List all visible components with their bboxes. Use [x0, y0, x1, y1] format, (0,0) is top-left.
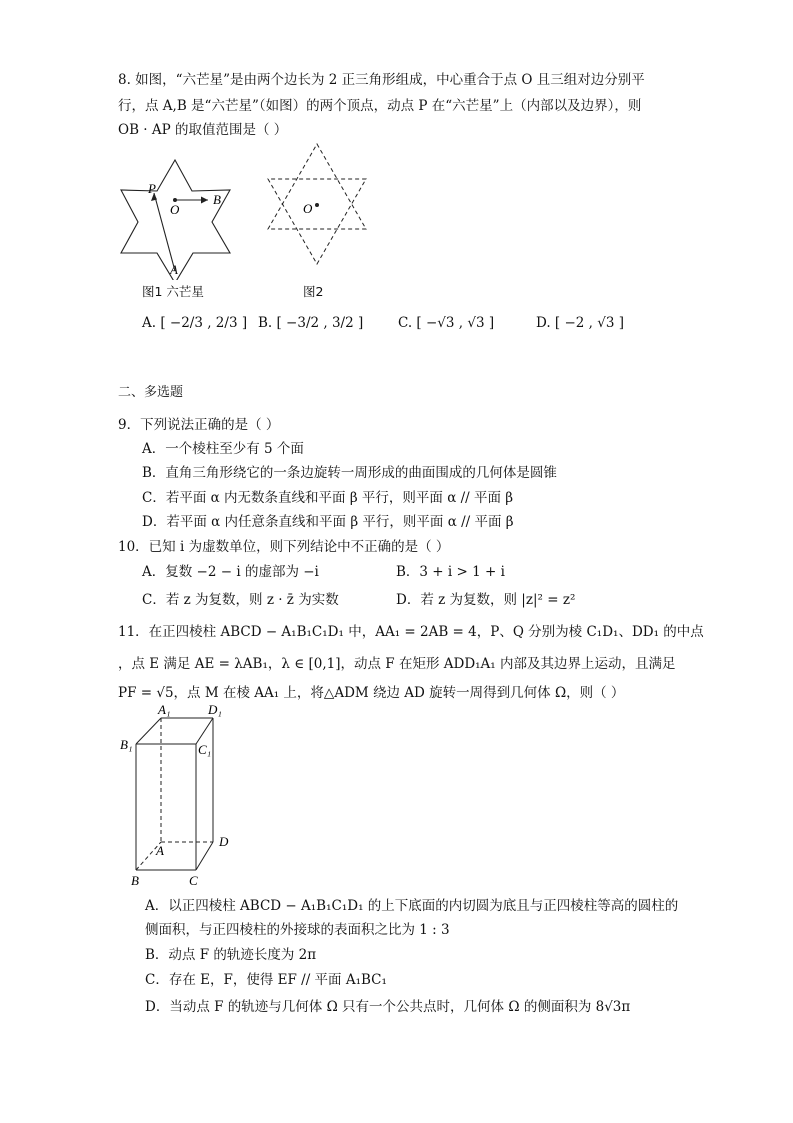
label-a: A	[156, 843, 164, 858]
label-b1: B₁	[120, 737, 133, 752]
label-d: D	[219, 834, 229, 849]
q8-figure1-caption: 图1 六芒星	[142, 284, 204, 299]
q11-option-c: C．存在 E，F，使得 EF // 平面 A₁BC₁	[145, 972, 387, 988]
q8-option-a: A. [ −2/3 , 2/3 ]	[142, 315, 248, 331]
q11-option-b: B．动点 F 的轨迹长度为 2π	[145, 947, 317, 963]
q8-figure1-hexagram	[112, 155, 247, 280]
q9-option-d: D．若平面 α 内任意条直线和平面 β 平行，则平面 α // 平面 β	[142, 514, 514, 530]
label-p: P	[148, 181, 156, 196]
q9-option-b: B．直角三角形绕它的一条边旋转一周形成的曲面围成的几何体是圆锥	[142, 465, 557, 481]
q10-option-c: C．若 z 为复数，则 z · z̄ 为实数	[142, 592, 339, 608]
q8-stem-line1: 8. 如图，“六芒星”是由两个边长为 2 正三角形组成，中心重合于点 O 且三组对边分别平	[118, 72, 645, 88]
label-c: C	[189, 873, 198, 888]
label-a1: A₁	[158, 702, 171, 717]
q10-option-d: D．若 z 为复数，则 |z|² = z²	[396, 592, 576, 608]
q8-figure2-dashed-hexagram	[260, 142, 380, 270]
label-d1: D₁	[208, 702, 222, 717]
label-a: A	[170, 262, 178, 277]
q8-option-d: D. [ −2 , √3 ]	[536, 315, 625, 331]
q11-prism-figure	[116, 700, 246, 890]
label-c1: C₁	[198, 742, 212, 757]
section-title: 二、多选题	[118, 385, 184, 400]
q8-option-b: B. [ −3/2 , 3/2 ]	[258, 315, 364, 331]
q9-option-c: C．若平面 α 内无数条直线和平面 β 平行，则平面 α // 平面 β	[142, 490, 514, 506]
q8-stem-line3: OB · AP 的取值范围是（ ）	[118, 122, 288, 138]
label-b: B	[131, 873, 139, 888]
point-o-dot	[315, 203, 319, 207]
q11-option-a-line2: 侧面积，与正四棱柱的外接球的表面积之比为 1 : 3	[145, 922, 450, 938]
label-b: B	[213, 192, 221, 207]
label-o: O	[170, 202, 180, 217]
q11-stem-line1: 11．在正四棱柱 ABCD − A₁B₁C₁D₁ 中，AA₁ = 2AB = 4，P、Q 分别为棱 C₁D₁、DD₁ 的中点	[118, 624, 704, 640]
q11-stem-line2: ，点 E 满足 AE = λAB₁，λ ∈ [0,1]，动点 F 在矩形 ADD₁A₁ 内部及其边界上运动，且满足	[118, 656, 676, 672]
q9-stem: 9．下列说法正确的是（ ）	[118, 417, 280, 433]
q11-option-d: D．当动点 F 的轨迹与几何体 Ω 只有一个公共点时，几何体 Ω 的侧面积为 8√3π	[145, 999, 631, 1015]
q10-option-a: A．复数 −2 − i 的虚部为 −i	[142, 564, 319, 580]
q10-option-b: B．3 + i > 1 + i	[396, 564, 505, 580]
q11-stem-line3: PF = √5，点 M 在棱 AA₁ 上，将△ADM 绕边 AD 旋转一周得到几何体 Ω，则（ ）	[118, 685, 625, 701]
q11-option-a-line1: A．以正四棱柱 ABCD − A₁B₁C₁D₁ 的上下底面的内切圆为底且与正四棱柱等高的圆柱的	[145, 898, 679, 914]
q9-option-a: A．一个棱柱至少有 5 个面	[142, 441, 304, 457]
q10-stem: 10．已知 i 为虚数单位，则下列结论中不正确的是（ ）	[118, 539, 450, 555]
q8-stem-line2: 行，点 A,B 是“六芒星”（如图）的两个顶点，动点 P 在“六芒星”上（内部以及边界），则	[118, 98, 642, 114]
q8-figure2-caption: 图2	[303, 284, 324, 299]
q8-option-c: C. [ −√3 , √3 ]	[398, 315, 495, 331]
label-o: O	[303, 201, 313, 216]
